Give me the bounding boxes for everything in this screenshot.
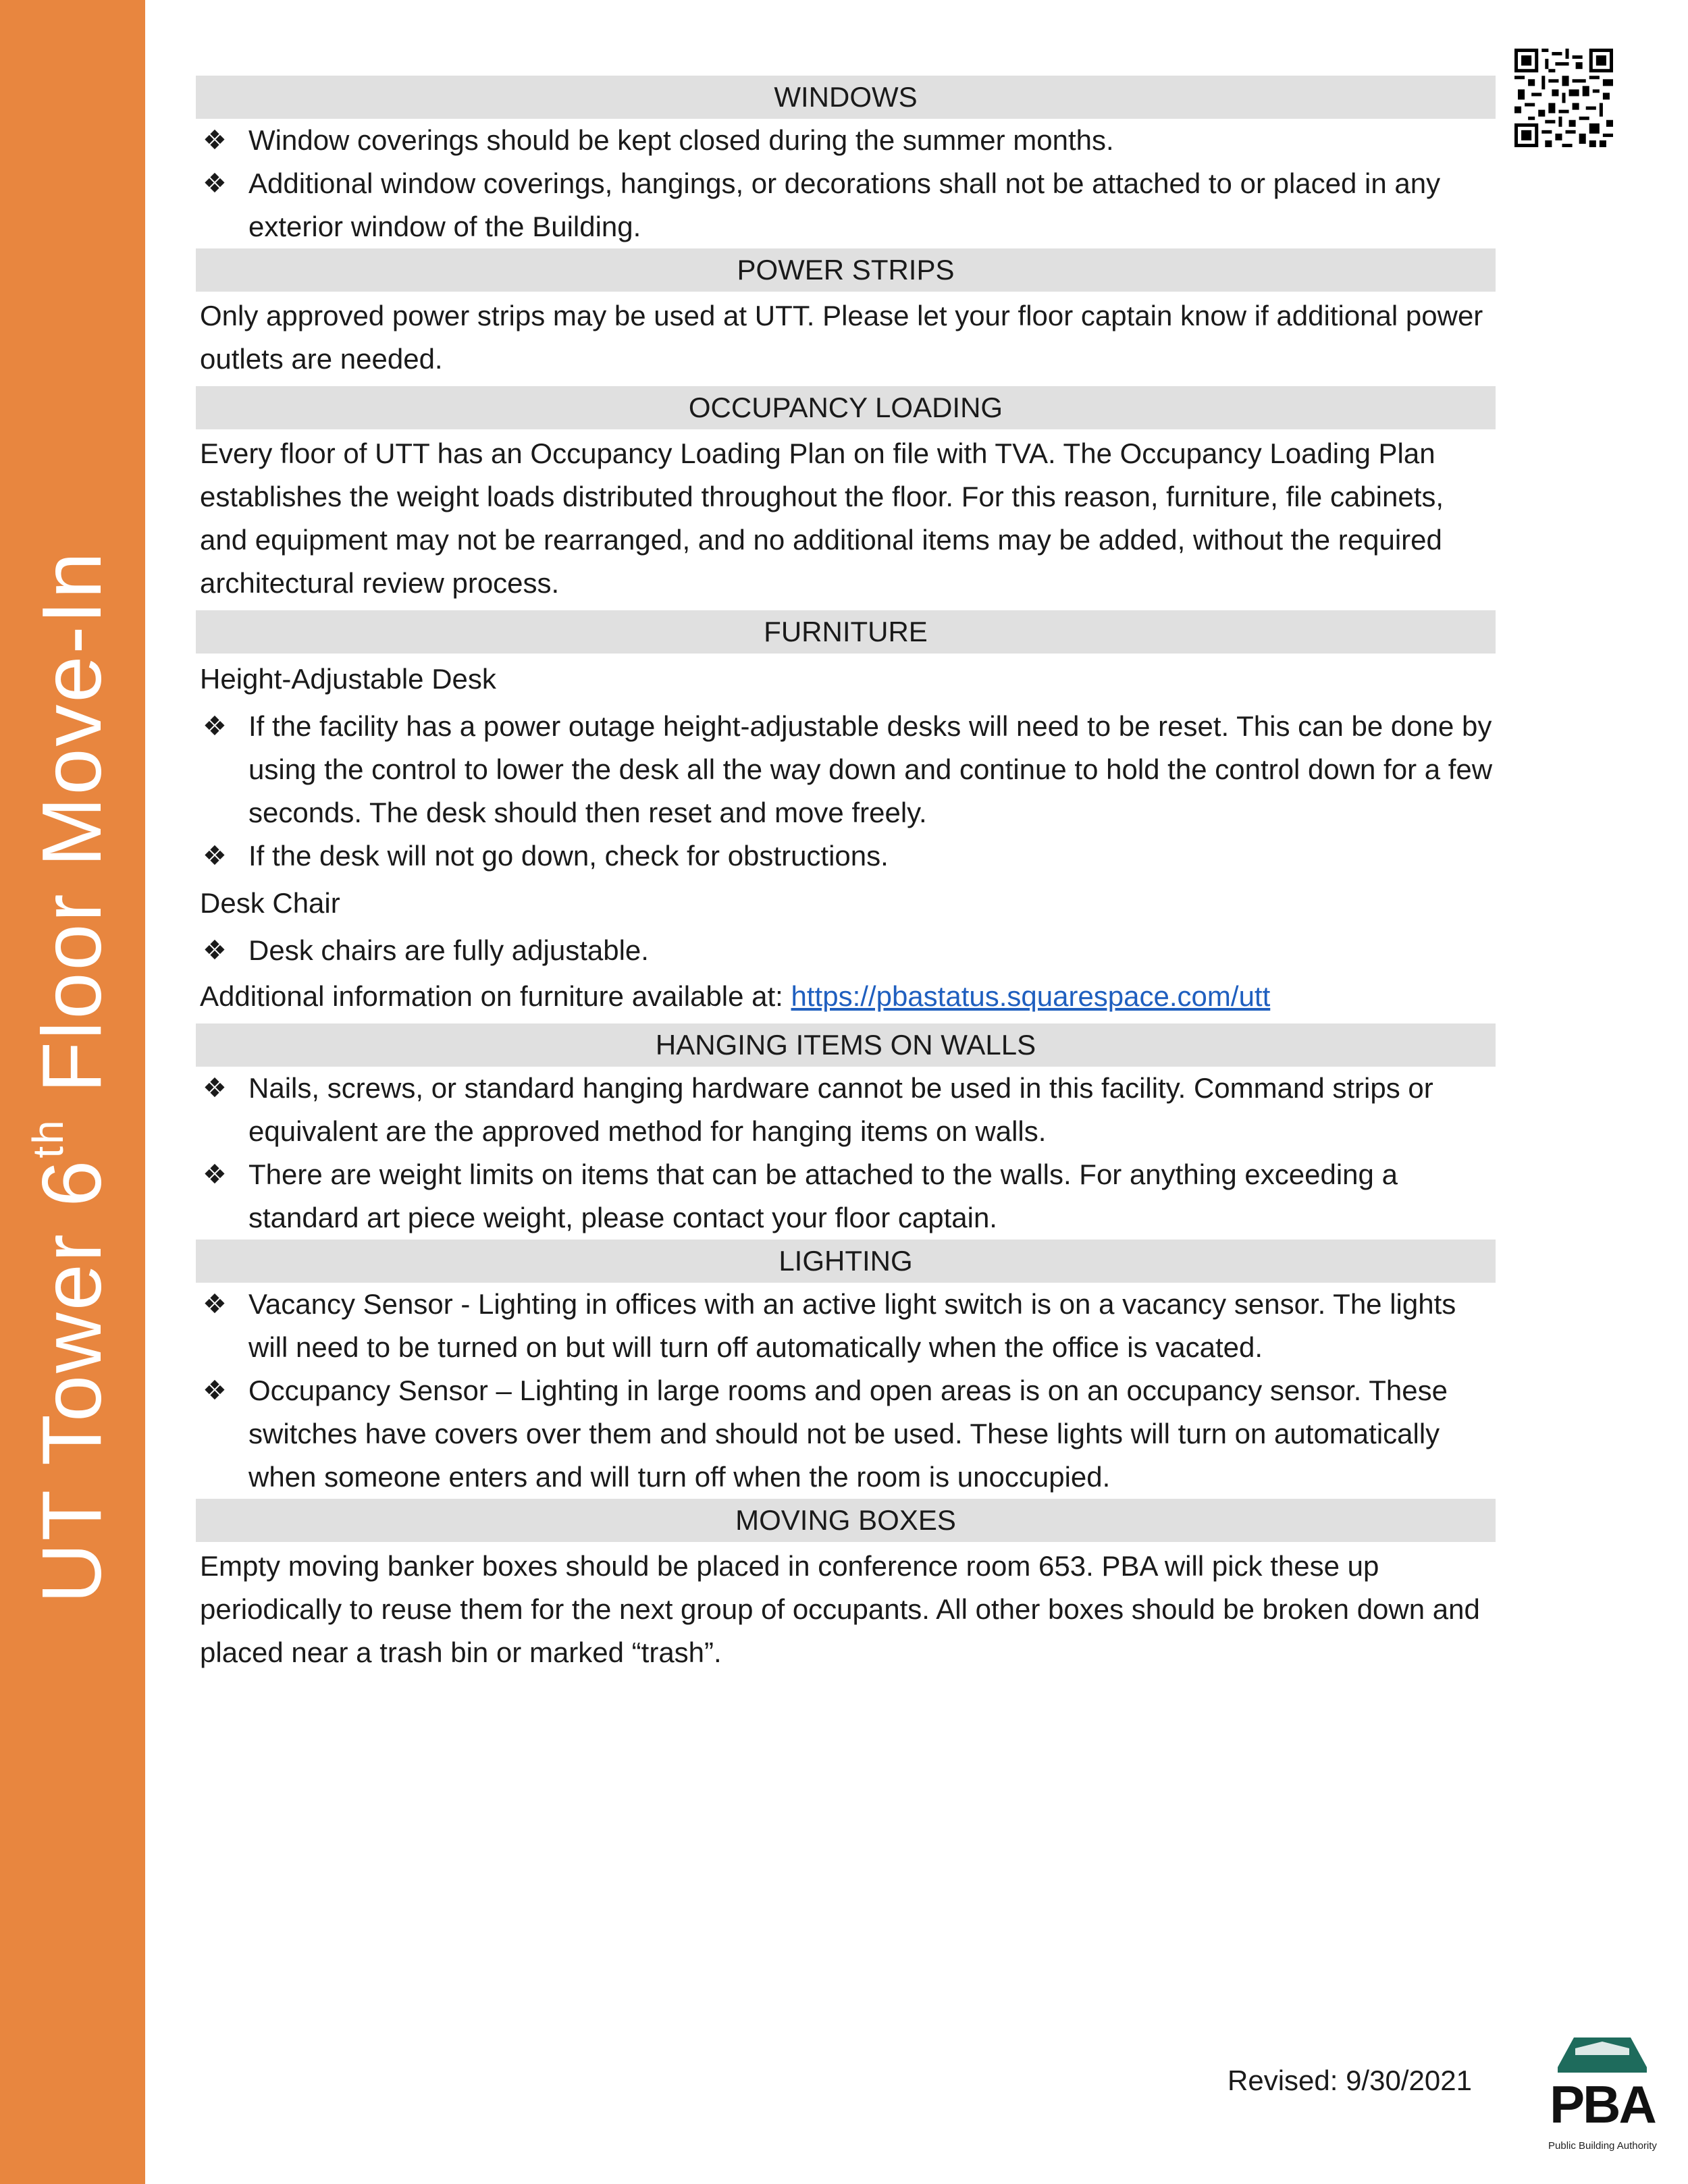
diamond-bullet-icon: ❖	[203, 936, 227, 965]
section-header-power-strips: POWER STRIPS	[196, 248, 1496, 292]
lighting-bullet-list	[196, 1283, 1496, 1499]
hanging-bullet-list	[196, 1067, 1496, 1240]
section-header-windows: WINDOWS	[196, 76, 1496, 119]
list-item: ❖ Desk chairs are fully adjustable.	[196, 929, 1496, 972]
list-item: ❖ Vacancy Sensor - Lighting in offices with an active light switch is on a vacancy sensor. The lights will need to be turned on but will turn off automatically when the office is vacated.	[196, 1283, 1496, 1369]
diamond-bullet-icon: ❖	[203, 126, 227, 155]
revised-date: Revised: 9/30/2021	[1228, 2065, 1472, 2096]
building-roof-icon	[1548, 2028, 1656, 2075]
power-strips-text: Only approved power strips may be used at UTT. Please let your floor captain know if additional power outlets are needed.	[200, 300, 1483, 375]
furniture-info	[200, 975, 1496, 1018]
section-header-occupancy-loading: OCCUPANCY LOADING	[196, 386, 1496, 429]
furniture-info-text: Additional information on furniture available at:	[200, 980, 791, 1012]
list-item: ❖ If the desk will not go down, check for obstructions.	[196, 834, 1496, 878]
logo-subtext: Public Building Authority	[1548, 2140, 1657, 2152]
logo-wordmark: PBA	[1550, 2075, 1655, 2134]
list-item: ❖ Additional window coverings, hangings, or decorations shall not be attached to or placed in any exterior window of the Building.	[196, 162, 1496, 248]
sidebar-title: UT Tower 6th Floor Move-In	[24, 550, 119, 1604]
diamond-bullet-icon: ❖	[203, 712, 227, 741]
diamond-bullet-icon: ❖	[203, 841, 227, 871]
section-header-furniture: FURNITURE	[196, 610, 1496, 654]
occupancy-loading-text: Every floor of UTT has an Occupancy Loading Plan on file with TVA. The Occupancy Loading Plan establishes the weight loads distributed throughout the floor. For this reason, furniture, file cabinets, and equipment may not be rearranged, and no additional items may be added, without the required architectural review process.	[200, 437, 1444, 599]
chair-bullet-list	[196, 929, 1496, 972]
desk-subhead: Height-Adjustable Desk	[200, 663, 496, 695]
section-header-moving-boxes: MOVING BOXES	[196, 1499, 1496, 1542]
furniture-info-link[interactable]: https://pbastatus.squarespace.com/utt	[791, 980, 1271, 1012]
document-body	[196, 76, 1496, 1680]
diamond-bullet-icon: ❖	[203, 1289, 227, 1319]
list-item: ❖ Window coverings should be kept closed during the summer months.	[196, 119, 1496, 162]
diamond-bullet-icon: ❖	[203, 1376, 227, 1406]
section-header-lighting: LIGHTING	[196, 1240, 1496, 1283]
list-item: ❖ There are weight limits on items that can be attached to the walls. For anything exceeding a standard art piece weight, please contact your floor captain.	[196, 1153, 1496, 1240]
qr-code-icon	[1514, 49, 1613, 147]
list-item: ❖ If the facility has a power outage height-adjustable desks will need to be reset. This can be done by using the control to lower the desk all the way down and continue to hold the control down for a few seconds. The desk should then reset and move freely.	[196, 705, 1496, 834]
section-header-hanging-items: HANGING ITEMS ON WALLS	[196, 1023, 1496, 1067]
diamond-bullet-icon: ❖	[203, 169, 227, 198]
list-item: ❖ Nails, screws, or standard hanging hardware cannot be used in this facility. Command strips or equivalent are the approved method for hanging items on walls.	[196, 1067, 1496, 1153]
diamond-bullet-icon: ❖	[203, 1073, 227, 1103]
diamond-bullet-icon: ❖	[203, 1160, 227, 1190]
chair-subhead: Desk Chair	[200, 887, 340, 919]
sidebar-band	[0, 0, 145, 2184]
pba-logo	[1548, 2028, 1656, 2166]
desk-bullet-list	[196, 705, 1496, 878]
list-item: ❖ Occupancy Sensor – Lighting in large rooms and open areas is on an occupancy sensor. These switches have covers over them and should not be used. These lights will turn on automatically when someone enters and will turn off when the room is unoccupied.	[196, 1369, 1496, 1499]
windows-bullet-list	[196, 119, 1496, 248]
moving-boxes-text: Empty moving banker boxes should be placed in conference room 653. PBA will pick these up periodically to reuse them for the next group of occupants. All other boxes should be broken down and placed near a trash bin or marked “trash”.	[200, 1550, 1480, 1668]
